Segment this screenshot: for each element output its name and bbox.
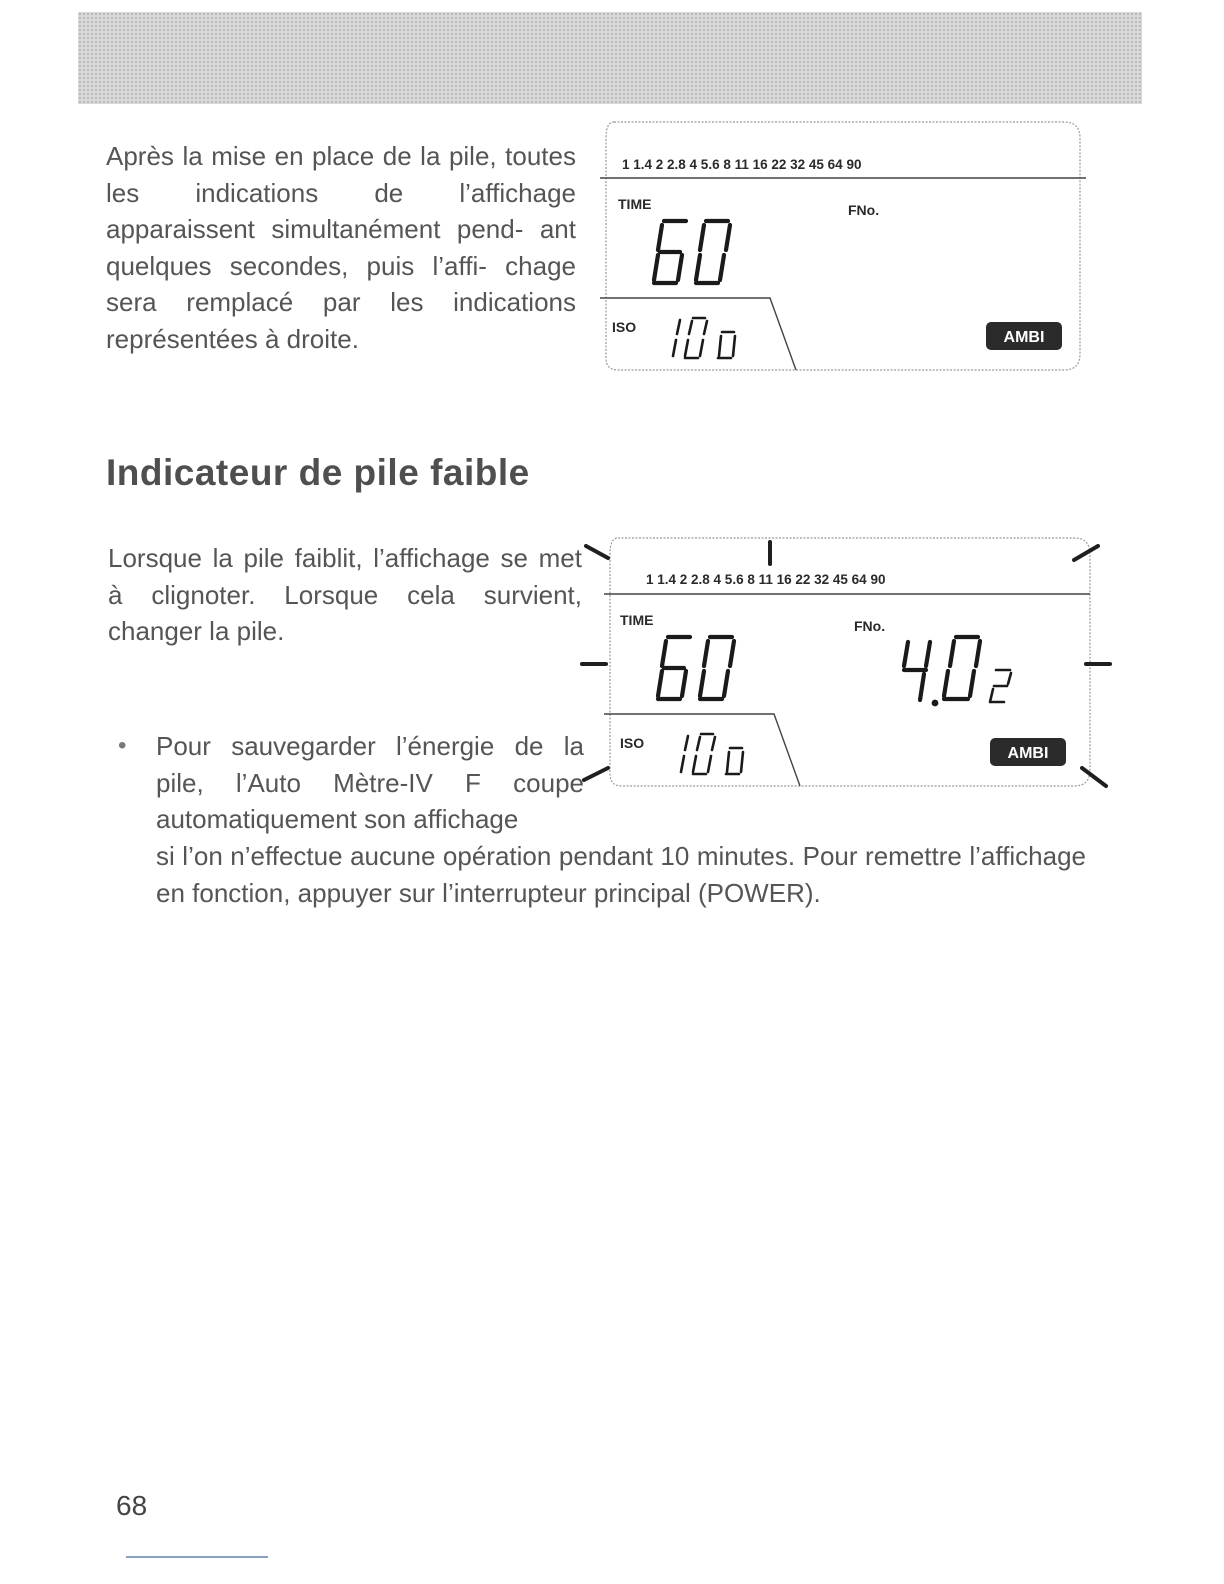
fstop-scale: 1 1.4 2 2.8 4 5.6 8 11 16 22 32 45 64 90 bbox=[622, 157, 862, 172]
section-heading: Indicateur de pile faible bbox=[106, 452, 530, 493]
iso-label: ISO bbox=[620, 735, 645, 751]
iso-digits bbox=[673, 318, 735, 358]
low-battery-paragraph: Lorsque la pile faiblit, l’affichage se met à clignoter. Lorsque cela survient, changer la pile. bbox=[108, 543, 582, 646]
fno-label: FNo. bbox=[854, 618, 886, 634]
time-digits bbox=[658, 637, 734, 699]
fno-digits bbox=[904, 637, 1011, 706]
fstop-scale: 1 1.4 2 2.8 4 5.6 8 11 16 22 32 45 64 90 bbox=[646, 572, 886, 587]
bullet-marker: • bbox=[118, 732, 127, 759]
iso-digits bbox=[681, 734, 743, 774]
intro-paragraph: Après la mise en place de la pile, toutes les indications de l’affichage apparaissent simultanément pend- ant quelques secondes, puis l’affi- chage sera remplacé par les indications représentées à droite. bbox=[106, 141, 576, 354]
page-number: 68 bbox=[116, 1490, 148, 1521]
header-banner bbox=[78, 12, 1142, 104]
bullet-text-narrow: Pour sauvegarder l’énergie de la pile, l’Auto Mètre-IV F coupe automatiquement son affichage bbox=[156, 731, 584, 834]
fno-label: FNo. bbox=[848, 202, 880, 218]
time-label: TIME bbox=[620, 612, 654, 628]
footer-rule bbox=[126, 1556, 268, 1558]
svg-text:AMBI: AMBI bbox=[1007, 745, 1049, 762]
lcd-display-low-battery bbox=[578, 534, 1118, 796]
time-label: TIME bbox=[618, 196, 652, 212]
svg-text:AMBI: AMBI bbox=[1003, 329, 1045, 346]
lcd-display-normal bbox=[594, 118, 1094, 380]
time-digits bbox=[654, 221, 730, 283]
bullet-text-wide: si l’on n’effectue aucune opération pendant 10 minutes. Pour remettre l’affichage en fonction, appuyer sur l’interrupteur principal (POWER). bbox=[156, 841, 1086, 908]
iso-label: ISO bbox=[612, 319, 637, 335]
